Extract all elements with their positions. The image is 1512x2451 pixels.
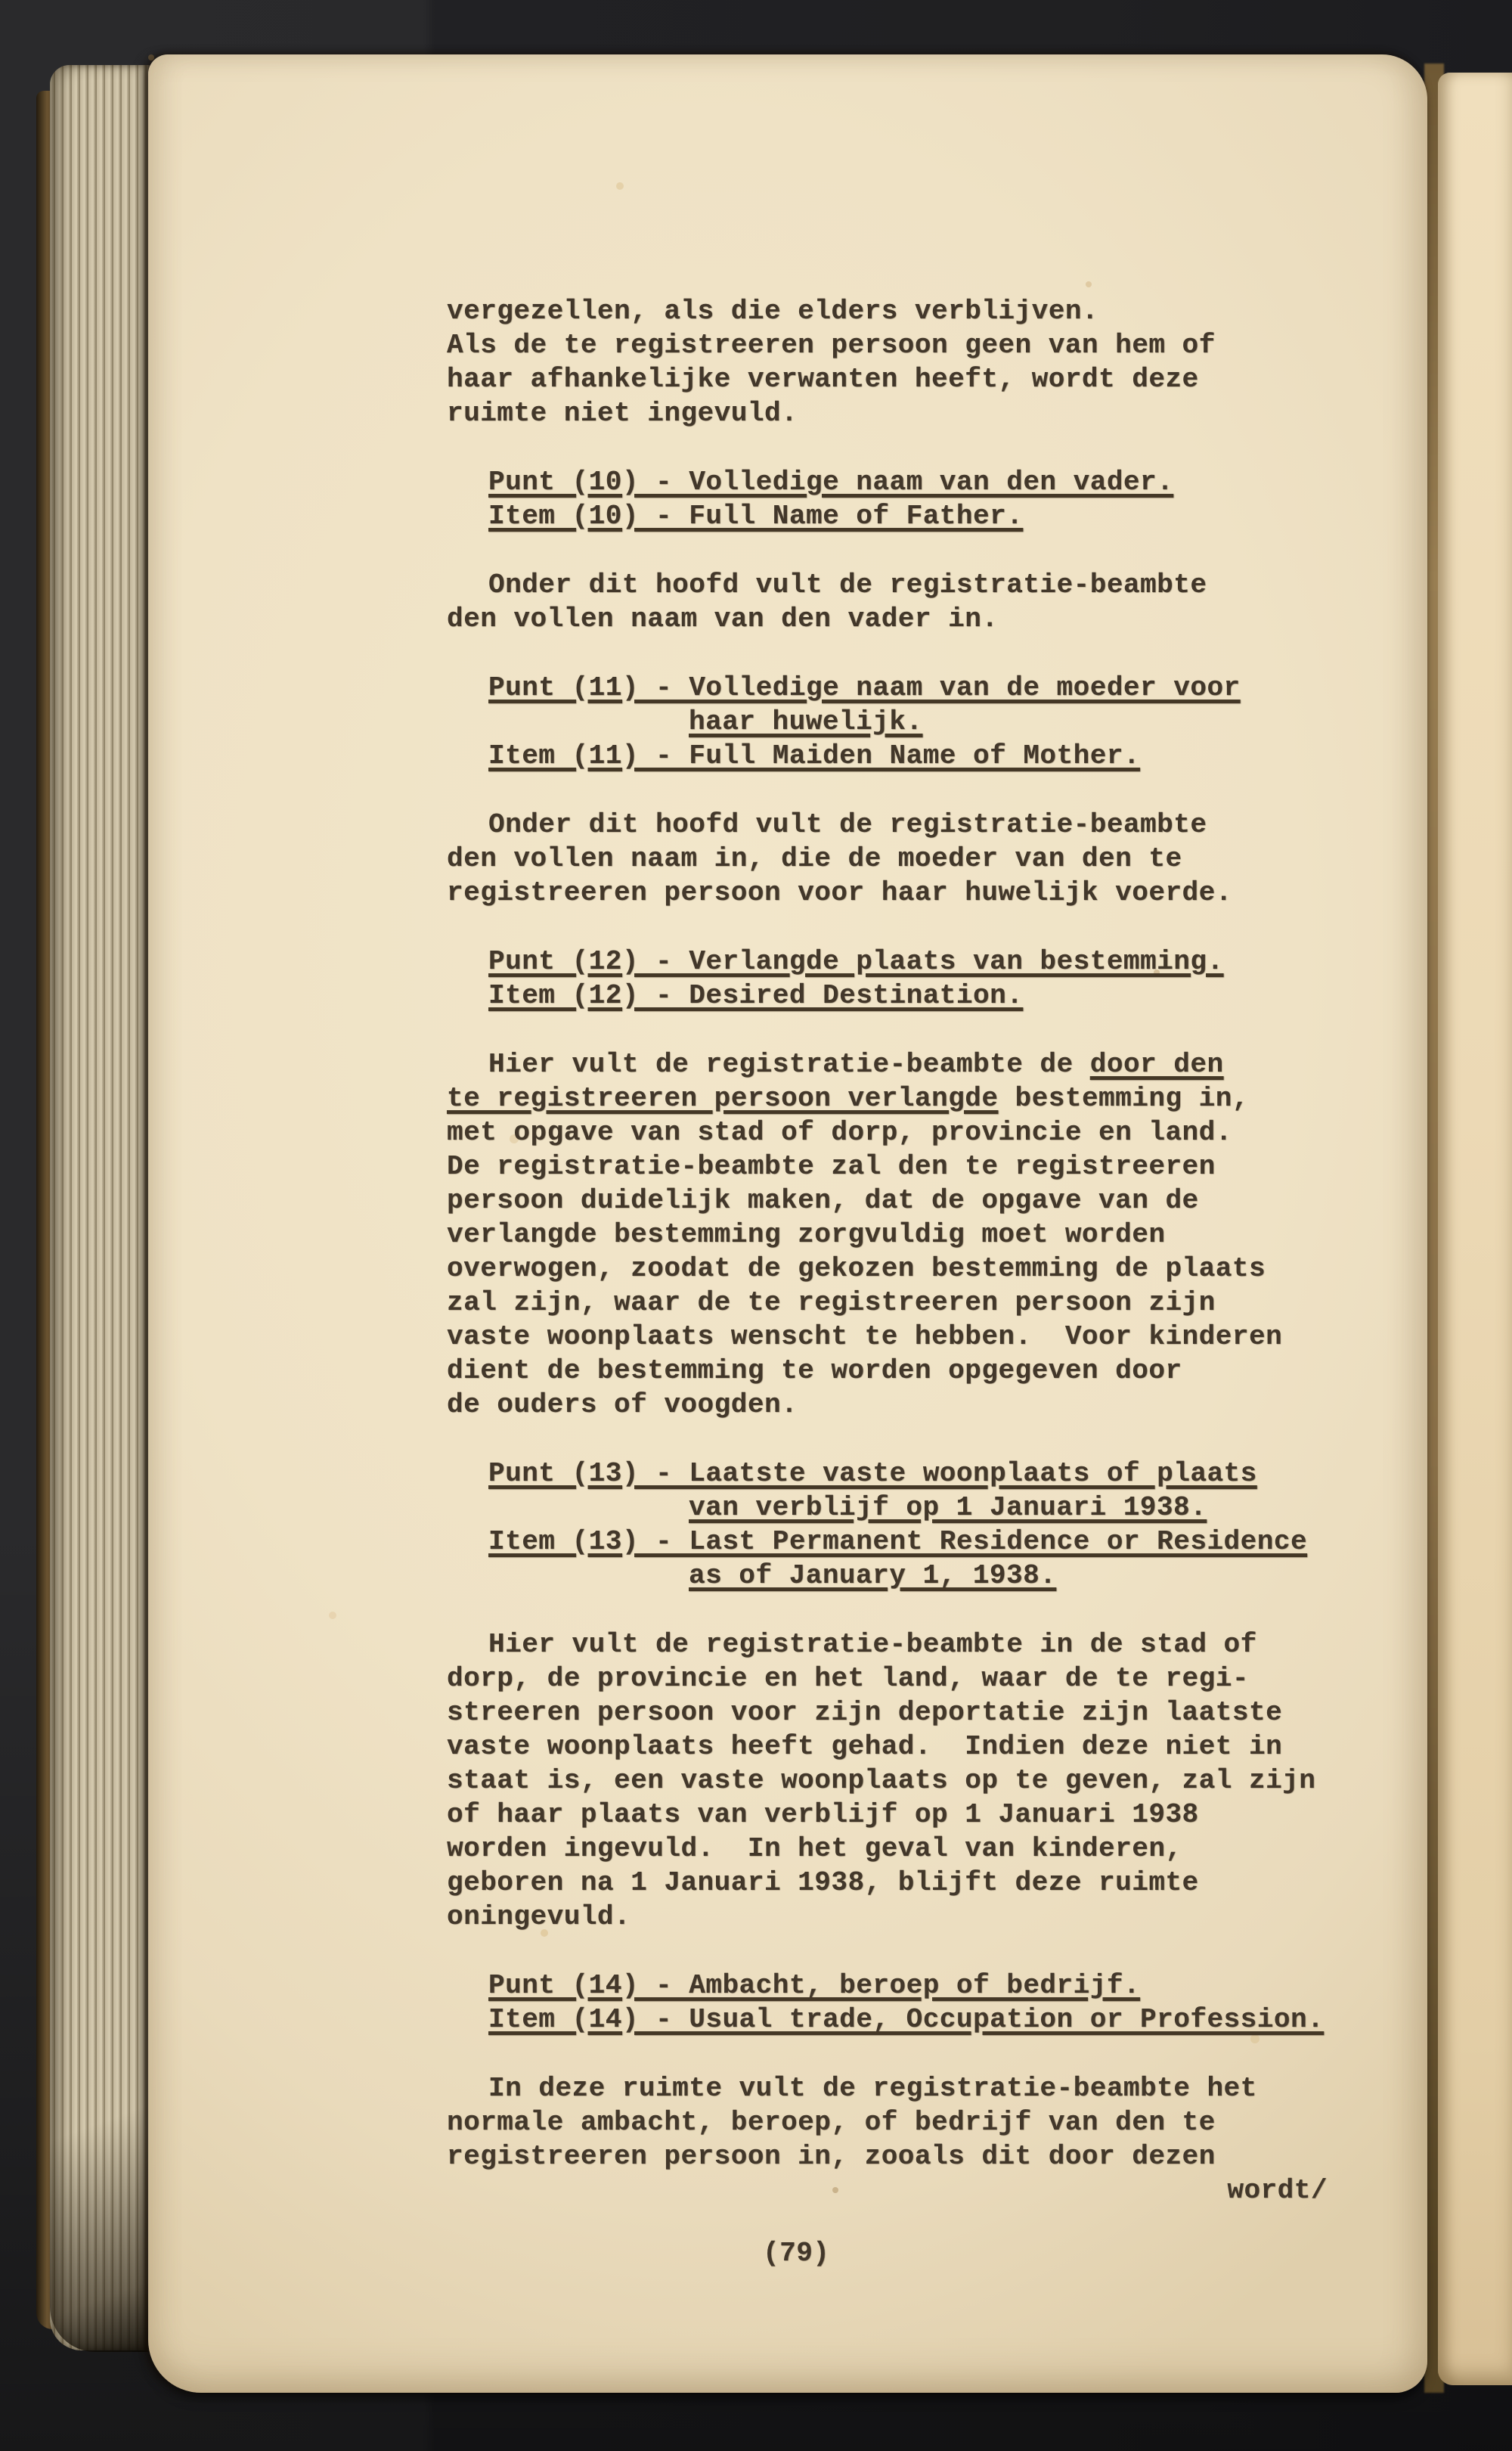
- text-block-heading-punt-13: [447, 1457, 1328, 1593]
- facing-page-sliver: [1438, 73, 1512, 2385]
- text-segment: normale ambacht, beroep, of bedrijf van den te: [447, 2107, 1216, 2138]
- text-line: [447, 2003, 1328, 2037]
- text-segment: persoon duidelijk maken, dat de opgave van de: [447, 1185, 1199, 1216]
- text-segment: worden ingevuld. In het geval van kinderen,: [447, 1833, 1182, 1864]
- text-line: [447, 808, 1328, 842]
- text-segment: met opgave van stad of dorp, provincie en land.: [447, 1117, 1232, 1148]
- text-block-para-punt-14: [447, 2071, 1328, 2173]
- text-segment: oningevuld.: [447, 1901, 631, 1932]
- text-segment: den vollen naam van den vader in.: [447, 603, 999, 634]
- book-page: [148, 54, 1427, 2393]
- text-segment: overwogen, zoodat de gekozen bestemming de plaats: [447, 1253, 1266, 1284]
- text-line: [447, 2105, 1328, 2139]
- underlined-text: Punt (12) - Verlangde plaats van bestemming.: [488, 946, 1224, 977]
- text-line: [447, 1696, 1328, 1730]
- text-line: [447, 671, 1328, 705]
- text-line: [447, 1149, 1328, 1184]
- text-line: [447, 328, 1328, 362]
- text-line: [447, 1491, 1328, 1525]
- text-line: [447, 705, 1328, 739]
- text-line: [447, 739, 1328, 773]
- text-segment: zal zijn, waar de te registreeren persoon zijn: [447, 1287, 1216, 1318]
- text-line: [447, 294, 1328, 328]
- text-line: [447, 945, 1328, 979]
- text-line: [447, 1320, 1328, 1354]
- text-segment: Als de te registreeren persoon geen van hem of: [447, 330, 1216, 361]
- underlined-text: Punt (13) - Laatste vaste woonplaats of plaats: [488, 1458, 1257, 1489]
- text-line: [447, 1525, 1328, 1559]
- text-segment: dient de bestemming te worden opgegeven door: [447, 1355, 1182, 1386]
- text-block-heading-punt-11: [447, 671, 1328, 773]
- underlined-text: Item (14) - Usual trade, Occupation or Profession.: [488, 2004, 1325, 2035]
- text-segment: haar afhankelijke verwanten heeft, wordt deze: [447, 364, 1199, 395]
- underlined-text: Item (10) - Full Name of Father.: [488, 501, 1024, 532]
- text-segment: In deze ruimte vult de registratie-beambte het: [488, 2073, 1257, 2104]
- text-line: [447, 1252, 1328, 1286]
- text-line: [447, 1730, 1328, 1764]
- text-line: [447, 876, 1328, 910]
- underlined-text: Punt (10) - Volledige naam van den vader.: [488, 467, 1174, 498]
- text-line: [447, 1218, 1328, 1252]
- text-line: [447, 1184, 1328, 1218]
- text-block-intro-continuation: [447, 294, 1328, 430]
- text-block-heading-punt-12: [447, 945, 1328, 1013]
- text-line: [447, 1798, 1328, 1832]
- text-line: [447, 1047, 1328, 1081]
- text-segment: vaste woonplaats heeft gehad. Indien deze niet in: [447, 1731, 1283, 1762]
- text-segment: Onder dit hoofd vult de registratie-beambte: [488, 569, 1207, 600]
- text-segment: dorp, de provincie en het land, waar de te regi-: [447, 1663, 1249, 1694]
- underlined-text: Item (12) - Desired Destination.: [488, 980, 1024, 1011]
- underlined-text: Item (11) - Full Maiden Name of Mother.: [488, 740, 1141, 771]
- underlined-text: van verblijf op 1 Januari 1938.: [689, 1492, 1207, 1523]
- continuation-marker: wordt/: [1227, 2175, 1328, 2206]
- text-block-para-punt-12: [447, 1047, 1328, 1422]
- text-segment: De registratie-beambte zal den te registreeren: [447, 1151, 1216, 1182]
- text-segment: registreeren persoon voor haar huwelijk voerde.: [447, 877, 1232, 908]
- text-line: [447, 2071, 1328, 2105]
- text-segment: vaste woonplaats wenscht te hebben. Voor kinderen: [447, 1321, 1283, 1352]
- text-segment: streeren persoon voor zijn deportatie zijn laatste: [447, 1697, 1283, 1728]
- underlined-text: Item (13) - Last Permanent Residence or Residence: [488, 1526, 1308, 1557]
- text-segment: Onder dit hoofd vult de registratie-beambte: [488, 809, 1207, 840]
- text-block-para-punt-11: [447, 808, 1328, 910]
- text-line: [447, 1764, 1328, 1798]
- text-block-para-punt-10: [447, 568, 1328, 636]
- underlined-text: Punt (14) - Ambacht, beroep of bedrijf.: [488, 1970, 1141, 2001]
- text-segment: geboren na 1 Januari 1938, blijft deze ruimte: [447, 1867, 1199, 1898]
- text-segment: de ouders of voogden.: [447, 1389, 798, 1420]
- text-line: [447, 1627, 1328, 1661]
- text-segment: Hier vult de registratie-beambte de: [488, 1049, 1090, 1080]
- text-line: [447, 1661, 1328, 1696]
- text-line: [447, 1388, 1328, 1422]
- text-line: [447, 1081, 1328, 1115]
- underlined-text: haar huwelijk.: [689, 706, 923, 737]
- paper-stains: [148, 54, 154, 60]
- text-line: [447, 465, 1328, 499]
- page-stack-fore-edge: [50, 65, 150, 2350]
- text-line: [447, 1969, 1328, 2003]
- text-line: [447, 1559, 1328, 1593]
- text-line: [447, 602, 1328, 636]
- text-line: [447, 1115, 1328, 1149]
- typewritten-text: [447, 294, 1328, 2270]
- text-segment: bestemming in,: [998, 1083, 1249, 1114]
- text-line: [447, 1286, 1328, 1320]
- text-block-heading-punt-14: [447, 1969, 1328, 2037]
- underlined-text: as of January 1, 1938.: [689, 1560, 1057, 1591]
- text-line: [447, 979, 1328, 1013]
- text-line: [447, 362, 1328, 396]
- text-segment: vergezellen, als die elders verblijven.: [447, 296, 1099, 327]
- text-line: [447, 1900, 1328, 1934]
- text-line: [447, 396, 1328, 430]
- text-segment: den vollen naam in, die de moeder van den te: [447, 843, 1182, 874]
- text-segment: staat is, een vaste woonplaats op te geven, zal zijn: [447, 1765, 1316, 1796]
- underlined-text: door den: [1089, 1049, 1224, 1080]
- text-segment: Hier vult de registratie-beambte in de stad of: [488, 1629, 1257, 1660]
- text-block-heading-punt-10: [447, 465, 1328, 533]
- text-line: [447, 568, 1328, 602]
- text-segment: verlangde bestemming zorgvuldig moet worden: [447, 1219, 1166, 1250]
- text-line: [447, 2139, 1328, 2173]
- text-segment: registreeren persoon in, zooals dit door dezen: [447, 2141, 1216, 2172]
- underlined-text: Punt (11) - Volledige naam van de moeder voor: [488, 672, 1241, 703]
- text-line: [447, 1832, 1328, 1866]
- text-segment: ruimte niet ingevuld.: [447, 398, 798, 429]
- page-number: (79): [763, 2238, 830, 2269]
- text-line: [447, 1354, 1328, 1388]
- text-blocks: [447, 294, 1328, 2173]
- text-line: [447, 499, 1328, 533]
- text-block-para-punt-13: [447, 1627, 1328, 1934]
- text-line: [447, 842, 1328, 876]
- text-line: [447, 1457, 1328, 1491]
- text-segment: of haar plaats van verblijf op 1 Januari 1938: [447, 1799, 1199, 1830]
- underlined-text: te registreeren persoon verlangde: [447, 1083, 999, 1114]
- text-line: [447, 1866, 1328, 1900]
